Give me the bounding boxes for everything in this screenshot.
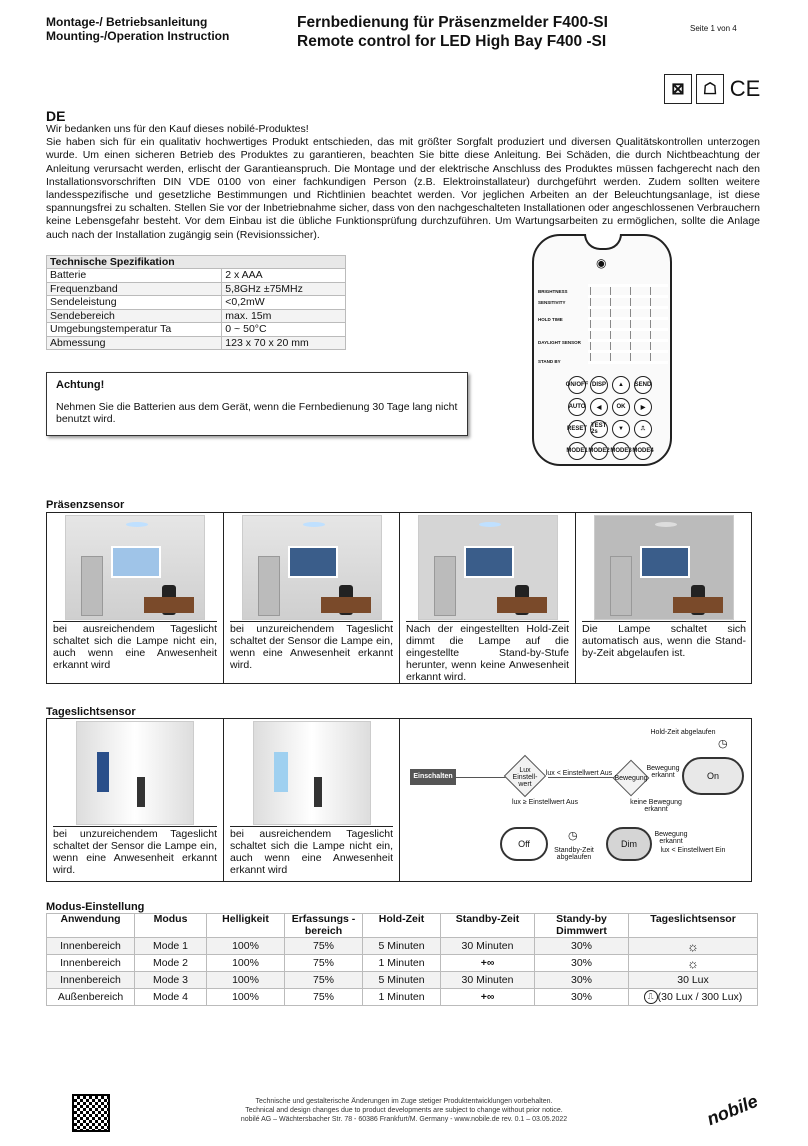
page-number: Seite 1 von 4 [690, 24, 737, 33]
clock-icon: ◷ [718, 738, 728, 750]
presence-grid [46, 512, 752, 684]
daylight-title: Tageslichtsensor [46, 706, 136, 718]
remote-labels: BRIGHTNESS SENSITIVITY HOLD TIME DAYLIGHT SENSOR STAND BY [538, 289, 581, 364]
doc-type [46, 15, 229, 43]
warning-text: Nehmen Sie die Batterien aus dem Gerät, wenn die Fernbedienung 30 Tage lang nicht benutzt wird. [56, 401, 458, 425]
diagram-motion-dim: Bewegung erkannt [654, 831, 688, 845]
daylight-button-icon: ⎍ [644, 990, 658, 1004]
table-row: Sendebereich max. 15m [47, 309, 346, 323]
spec-table [46, 255, 346, 350]
corridor-image [76, 721, 194, 825]
table-row: Batterie 2 x AAA [47, 269, 346, 283]
ce-mark: CE [729, 76, 761, 101]
diagram-motion-yes: Bewegung erkannt [646, 765, 680, 779]
nobile-logo: nobile [703, 1090, 761, 1130]
signal-icon: ◉ [596, 256, 607, 270]
doc-type-en: Mounting-/Operation Instruction [46, 29, 230, 43]
diagram-start: Einschalten [410, 769, 456, 785]
remote-reset-button: RESET [568, 420, 586, 438]
intro-text [46, 123, 760, 242]
doc-title [297, 13, 608, 51]
office-scene-image [418, 515, 558, 620]
modes-title: Modus-Einstellung [46, 901, 145, 913]
table-row: Innenbereich Mode 1 100% 75% 5 Minuten 30 Minuten 30% ☼ [47, 938, 758, 955]
table-row: Sendeleistung <0,2mW [47, 296, 346, 310]
corridor-image [253, 721, 371, 825]
remote-left-button: ◀ [590, 398, 608, 416]
remote-mode4-button: MODE4 [634, 442, 652, 460]
diagram-lux-lt: lux < Einstellwert Aus [545, 770, 613, 777]
intro-body: Sie haben sich für ein qualitativ hochwertiges Produkt entschieden, das mit größter Sorgfalt produziert und diversen Qualitätskontrollen unterzogen wurde. Um einen sicheren Betrieb des Produktes zu garantieren, beachten Sie bitte diese Anleitung. Bei Schäden, die durch Nichtbeachtung der Anleitung verursacht werden, erlischt der Garantieanspruch. Die Montage und der elektrische Anschluss des Produktes müssen fachgerecht nach den Installationsvorschriften DIN VDE 0100 von einer fachkundigen Person (z.B. Elektroinstallateur) durchgeführt werden. Zudem sollten weitere landesspezifische und gesetzliche Bestimmungen und Richtlinien beachtet werden. Vor jeglichen Arbeiten an der Beleuchtungsanlage, ist diese spannungsfrei zu schalten. Stellen Sie vor der Inbetriebnahme sicher, dass von den nachgeschalteten Installationen oder angeschlossenen Verbrauchern keine Lebensgefahr besteht. Vor dem Einbau ist die übliche Funktionsprüfung durchzuführen. Um Wartungsarbeiten zu ermöglichen, sollte die Anlage auch nach der Installation zugängig sein (Revisionssicher). [46, 136, 760, 241]
remote-ok-button: OK [612, 398, 630, 416]
remote-send-button: SEND [634, 376, 652, 394]
remote-down-button: ▼ [612, 420, 630, 438]
remote-auto-button: AUTO [568, 398, 586, 416]
intro-thanks: Wir bedanken uns für den Kauf dieses nobilé-Produktes! [46, 123, 309, 135]
function-button-grid [588, 284, 668, 364]
table-row: Außenbereich Mode 4 100% 75% 1 Minuten +∞ 30% ⎍ (30 Lux / 300 Lux) [47, 989, 758, 1006]
warning-box [46, 372, 468, 436]
daylight-grid [46, 718, 752, 882]
remote-mode3-button: MODE3 [612, 442, 630, 460]
daylight-flow-diagram [400, 719, 752, 881]
doc-type-de: Montage-/ Betriebsanleitung [46, 15, 208, 29]
diagram-lux-ge: lux ≥ Einstellwert Aus [511, 799, 579, 806]
diagram-on-state: On [682, 757, 744, 795]
daylight-cell-2: bei ausreichendem Tageslicht schaltet sich die Lampe nicht ein, auch wenn eine Anwesenheit erkannt wird [224, 719, 400, 881]
table-row: Frequenzband 5,8GHz ±75MHz [47, 282, 346, 296]
presence-title: Präsenzsensor [46, 499, 125, 511]
remote-test-button: TEST 2s [590, 420, 608, 438]
title-en: Remote control for LED High Bay F400 -SI [297, 33, 607, 50]
remote-disp-button: DISP [590, 376, 608, 394]
office-scene-image [65, 515, 205, 620]
diagram-off-state: Off [500, 827, 548, 861]
presence-cell-1: bei ausreichendem Tageslicht schaltet sich die Lampe nicht ein, auch wenn eine Anwesenheit erkannt wird [47, 513, 224, 683]
diagram-motion-no: keine Bewegung erkannt [630, 799, 682, 813]
title-de: Fernbedienung für Präsenzmelder F400-SI [297, 14, 608, 31]
diagram-lux-label: Lux Einstell-wert [512, 767, 538, 788]
table-row: Innenbereich Mode 2 100% 75% 1 Minuten +∞ 30% ☼ [47, 955, 758, 972]
warning-title: Achtung! [56, 379, 105, 391]
section-de: DE [46, 108, 66, 124]
remote-on-off-button: ON/OFF [568, 376, 586, 394]
diagram-hold-label: Hold-Zeit abgelaufen [650, 729, 716, 736]
presence-cell-2: bei unzureichendem Tageslicht schaltet der Sensor die Lampe ein, wenn eine Anwesenheit erkannt wird. [224, 513, 400, 683]
diagram-standby-label: Standby-Zeit abgelaufen [554, 847, 594, 861]
spec-title: Technische Spezifikation [47, 256, 346, 269]
daylight-cell-1: bei unzureichendem Tageslicht schaltet der Sensor die Lampe ein, wenn eine Anwesenheit erkannt wird. [47, 719, 224, 881]
diagram-motion-label: Bewegung [614, 775, 648, 782]
sun-icon: ☼ [629, 938, 758, 955]
manual-icon: ☖ [696, 74, 724, 104]
office-scene-image [242, 515, 382, 620]
footer: Technische und gestalterische Änderungen im Zuge stetiger Produktentwicklungen vorbehalten. Technical and design changes due to product developments are subject to change without prior notice. nobilé AG – Wächtersbacher Str. 78 - 60386 Frankfurt/M. Germany - www.nobile.de rev. 0.1 – 03.05.2022 [240, 1098, 568, 1123]
sun-icon: ☼ [629, 955, 758, 972]
diagram-lux-on: lux < Einstellwert Ein [660, 847, 726, 854]
remote-notch [584, 234, 622, 250]
cert-marks [664, 74, 762, 104]
presence-cell-4: Die Lampe schaltet sich automatisch aus, wenn die Stand-by-Zeit abgelaufen ist. [576, 513, 752, 683]
remote-daylight-button: ⎍ [634, 420, 652, 438]
remote-mode2-button: MODE2 [590, 442, 608, 460]
table-row: Innenbereich Mode 3 100% 75% 5 Minuten 30 Minuten 30% 30 Lux [47, 972, 758, 989]
remote-mode1-button: MODE1 [568, 442, 586, 460]
remote-control-illustration [532, 234, 672, 466]
presence-cell-3: Nach der eingestellten Hold-Zeit dimmt die Lampe auf die eingestellte Stand-by-Stufe herunter, wenn keine Anwesenheit erkannt wird. [400, 513, 576, 683]
weee-icon: ⊠ [664, 74, 692, 104]
table-row: Abmessung 123 x 70 x 20 mm [47, 336, 346, 350]
remote-right-button: ▶ [634, 398, 652, 416]
remote-up-button: ▲ [612, 376, 630, 394]
office-scene-image [594, 515, 734, 620]
table-row: Umgebungstemperatur Ta 0 ~ 50°C [47, 323, 346, 337]
modes-table: Anwendung Modus Helligkeit Erfassungs - bereich Hold-Zeit Standby-Zeit Standy-by Dimmwert Tageslichtsensor Innenbereich Mode 1 100% 75% 5 Minuten 30 Minuten 30% ☼ Innenbereich Mode 2 100% 75% 1 Minuten +∞ 30% ☼ Innenbereich Mode 3 100% 75% 5 Minuten 30 Minuten 30% 30 Lux Außenbereich Mode 4 100% 75% 1 Minuten +∞ 30% ⎍ (30 Lux / 300 Lux) [46, 913, 758, 1006]
diagram-dim-state: Dim [606, 827, 652, 861]
clock-icon: ◷ [568, 830, 578, 842]
